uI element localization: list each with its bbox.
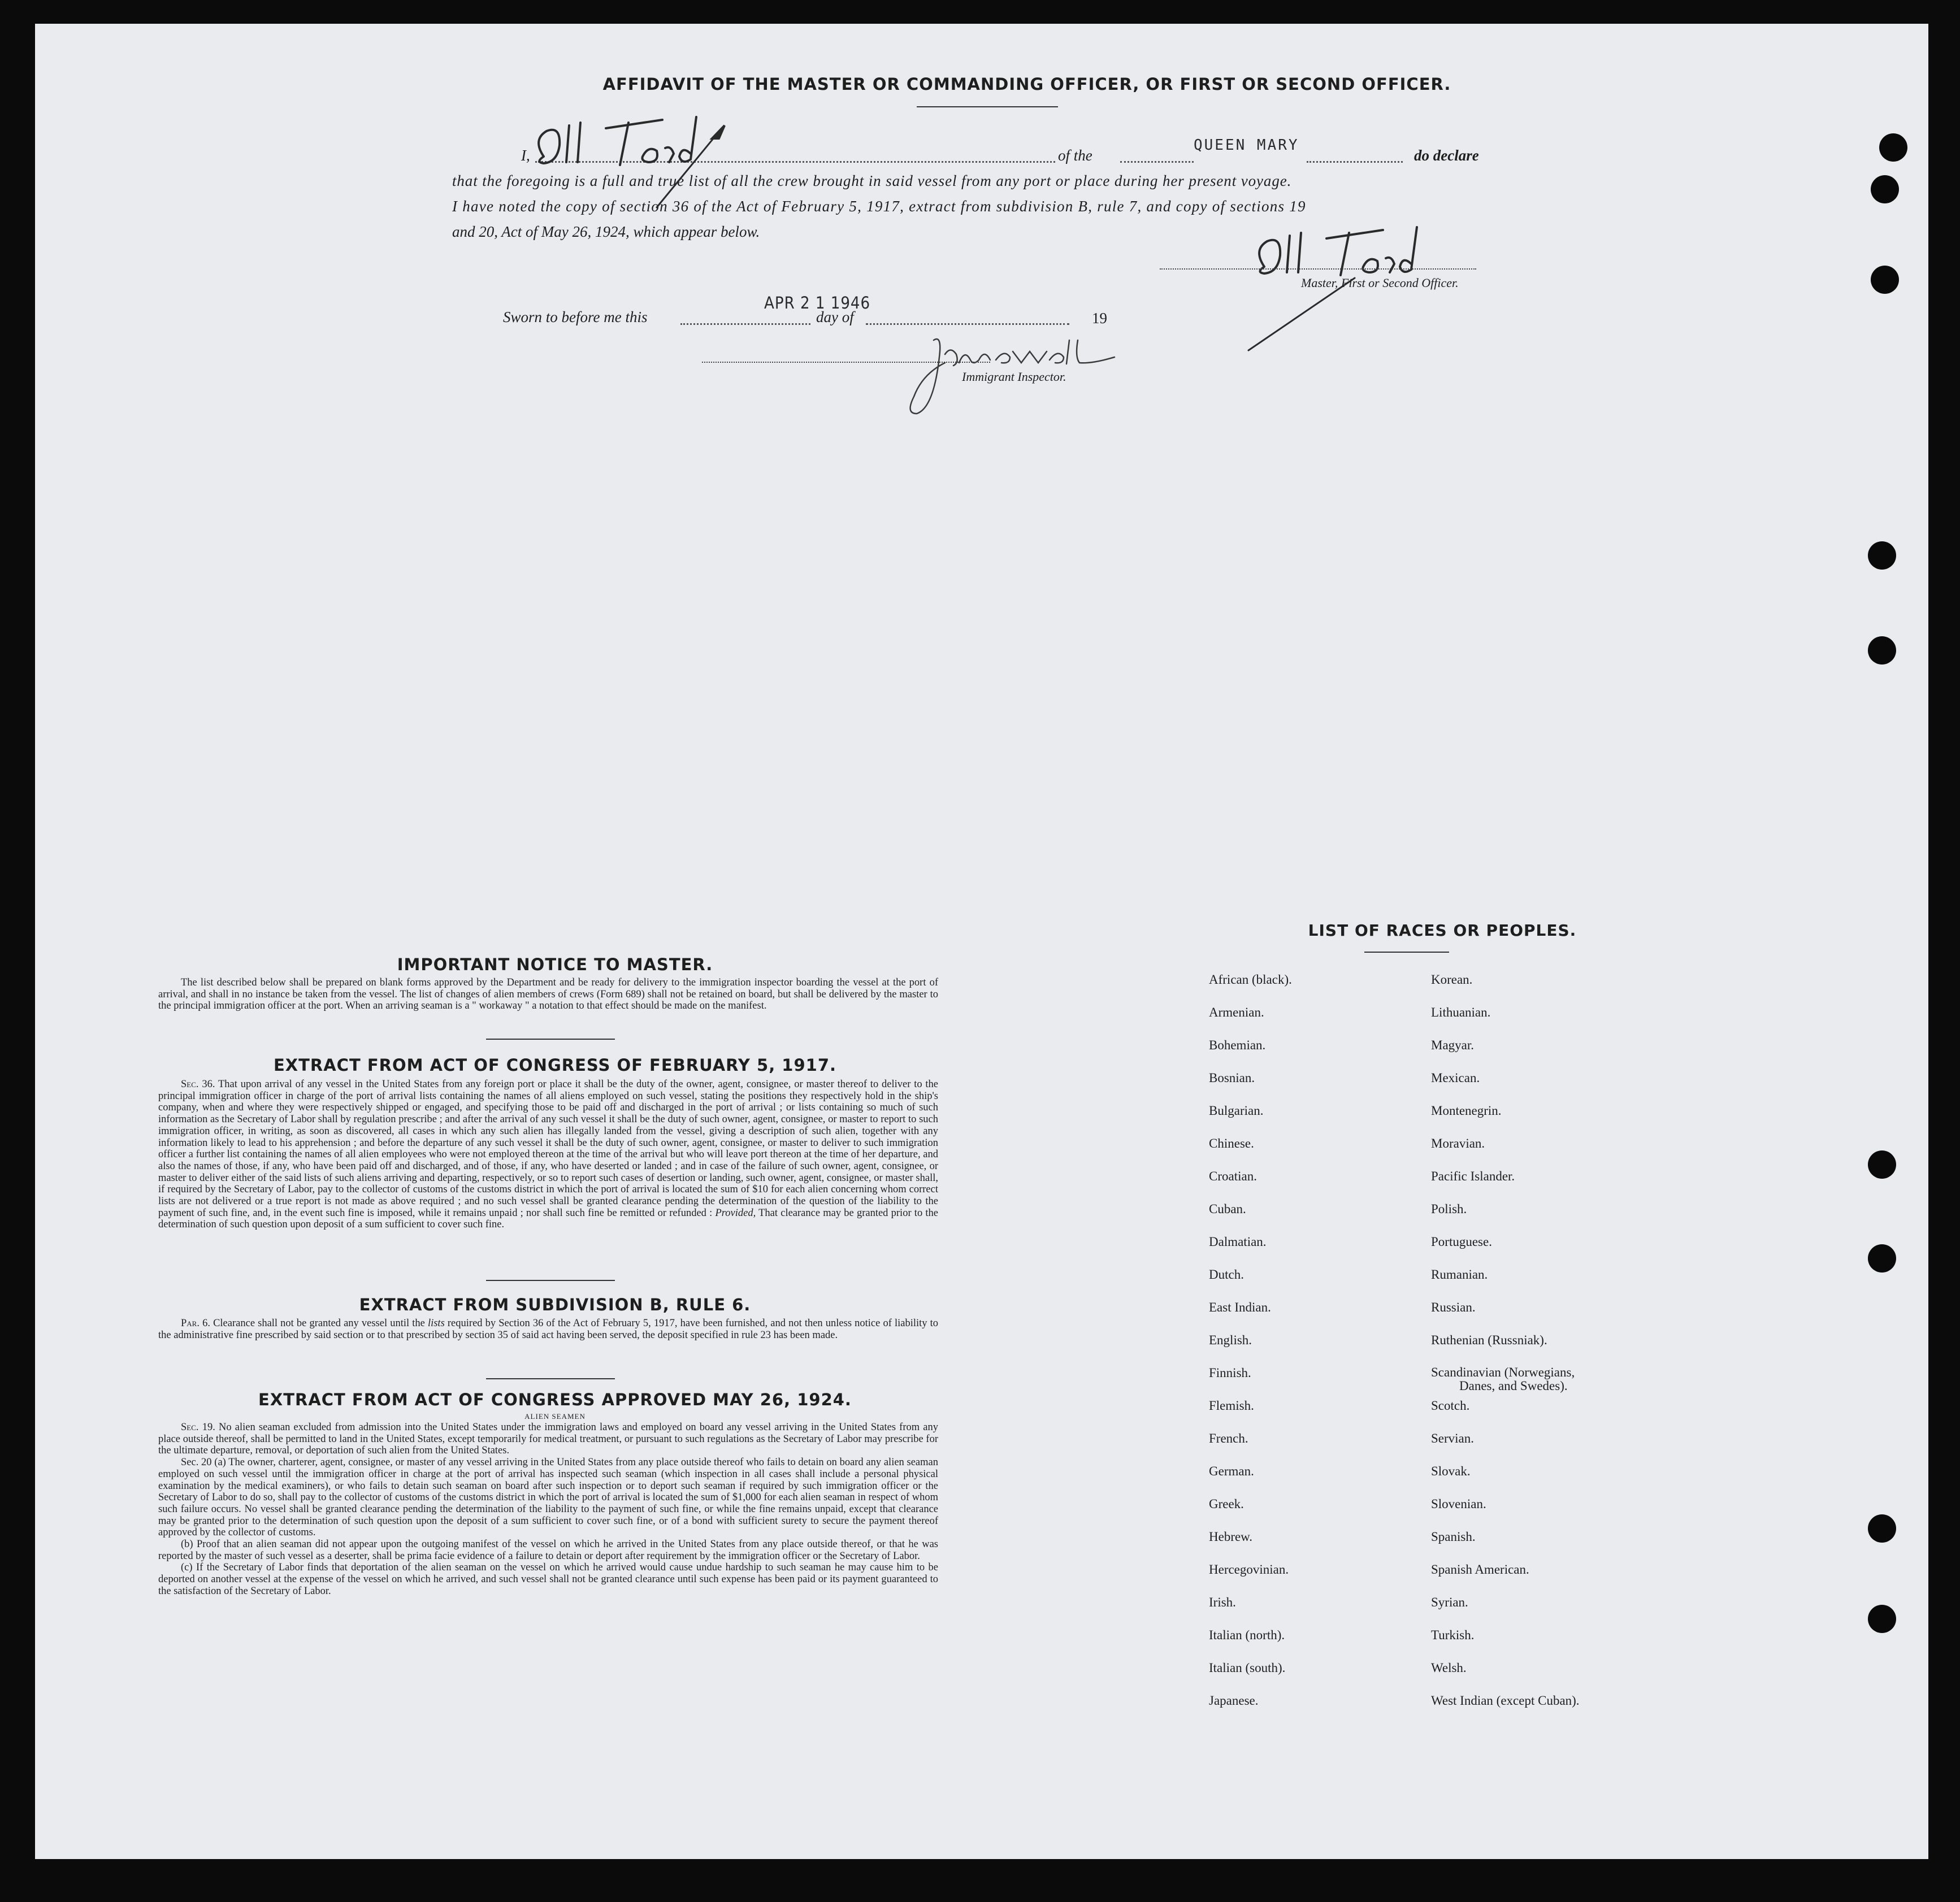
race-right-19: Syrian. xyxy=(1431,1595,1468,1609)
affidavit-i-label: I, xyxy=(521,147,530,164)
race-left-9: Dutch. xyxy=(1209,1267,1244,1282)
inspector-label: Immigrant Inspector. xyxy=(962,370,1066,384)
sworn-label: Sworn to before me this xyxy=(503,309,648,325)
sec-36-label: Sec. 36. xyxy=(181,1079,215,1090)
extract-1917-text xyxy=(158,1079,938,1231)
punch-hole xyxy=(1868,1514,1896,1543)
race-right-9: Rumanian. xyxy=(1431,1267,1488,1282)
sworn-date-stamp: APR 2 1 1946 xyxy=(764,293,871,312)
race-right-12-line1: Scandinavian (Norwegians, xyxy=(1431,1365,1575,1379)
document-page xyxy=(35,24,1928,1859)
race-left-15: German. xyxy=(1209,1464,1254,1478)
race-right-2: Magyar. xyxy=(1431,1038,1475,1052)
lists-label: lists xyxy=(427,1318,445,1329)
race-right-15: Slovak. xyxy=(1431,1464,1471,1478)
extract-1917-title: EXTRACT FROM ACT OF CONGRESS OF FEBRUARY 5, 1917. xyxy=(273,1056,837,1075)
affidavit-title-rule xyxy=(917,106,1058,107)
race-left-17: Hebrew. xyxy=(1209,1530,1253,1544)
day-of-label: day of xyxy=(816,309,854,325)
punch-hole xyxy=(1871,175,1899,203)
race-left-1: Armenian. xyxy=(1209,1005,1264,1019)
race-left-11: English. xyxy=(1209,1333,1252,1347)
race-right-10: Russian. xyxy=(1431,1300,1476,1314)
race-right-17: Spanish. xyxy=(1431,1530,1476,1544)
notice-text xyxy=(158,977,938,1012)
extract-rule6-divider xyxy=(486,1378,615,1379)
race-left-4: Bulgarian. xyxy=(1209,1104,1264,1118)
punch-hole xyxy=(1879,133,1907,162)
notice-title: IMPORTANT NOTICE TO MASTER. xyxy=(397,955,713,974)
race-left-14: French. xyxy=(1209,1431,1248,1445)
par-6-text-a: Clearance shall not be granted any vessel until the xyxy=(213,1318,425,1329)
race-right-13: Scotch. xyxy=(1431,1399,1470,1413)
race-left-16: Greek. xyxy=(1209,1497,1244,1511)
sworn-day-line xyxy=(680,323,810,325)
race-left-6: Croatian. xyxy=(1209,1169,1257,1183)
race-right-8: Portuguese. xyxy=(1431,1235,1492,1249)
extract-rule6-text xyxy=(158,1318,938,1341)
sec-20b-label: (b) xyxy=(181,1539,193,1551)
signer-signature-1 xyxy=(521,106,758,219)
race-right-7: Polish. xyxy=(1431,1202,1467,1216)
affidavit-title: AFFIDAVIT OF THE MASTER OR COMMANDING OFFICER, OR FIRST OR SECOND OFFICER. xyxy=(602,75,1451,94)
race-left-10: East Indian. xyxy=(1209,1300,1271,1314)
extract-1917-divider xyxy=(486,1280,615,1281)
notice-divider xyxy=(486,1039,615,1040)
race-left-19: Irish. xyxy=(1209,1595,1236,1609)
race-left-3: Bosnian. xyxy=(1209,1071,1255,1085)
punch-hole xyxy=(1871,266,1899,294)
vessel-name-line-right xyxy=(1307,161,1403,163)
extract-rule6-title: EXTRACT FROM SUBDIVISION B, RULE 6. xyxy=(359,1295,751,1314)
inspector-signature-line xyxy=(702,362,990,363)
affidavit-line-3: I have noted the copy of section 36 of the Act of February 5, 1917, extract from subdivision B, rule 7, and copy of sections 19 xyxy=(452,198,1306,215)
race-right-12 xyxy=(1431,1366,1575,1393)
race-right-6: Pacific Islander. xyxy=(1431,1169,1515,1183)
proviso-label: Provided, xyxy=(715,1207,756,1219)
race-right-4: Montenegrin. xyxy=(1431,1104,1502,1118)
race-right-21: Welsh. xyxy=(1431,1661,1467,1675)
race-right-3: Mexican. xyxy=(1431,1071,1480,1085)
notice-paragraph: The list described below shall be prepared on blank forms approved by the Department and be ready for delivery to the immigration inspector boarding the vessel at the port of arrival, and shall in no instance be taken from the vessel. The list of changes of alien members of crews (Form 689) shall not be retained on board, but shall be delivered by the master to the principal immigration officer at the port. When an arriving seaman is a " workaway " a notation to that effect should be made on the manifest. xyxy=(158,977,938,1012)
race-right-14: Servian. xyxy=(1431,1431,1475,1445)
sec-20c-text: If the Secretary of Labor finds that deportation of the alien seaman on the vessel on which he arrived would cause undue hardship to such seaman he may cause him to be deported on another vessel at the expense of the vessel on which he arrived, and such vessel shall not be granted clearance until such expense has been paid or its payment guaranteed to the satisfaction of the Secretary of Labor. xyxy=(158,1562,938,1597)
race-left-0: African (black). xyxy=(1209,972,1292,987)
race-left-12: Finnish. xyxy=(1209,1366,1251,1380)
sec-20a-text: The owner, charterer, agent, consignee, or master of any vessel arriving in the United States from any place outside thereof who fails to detain on board any alien seaman employed on such vessel until the immigration officer in charge at the port of arrival has inspected such seaman (which inspection in all cases shall include a personal physical examination by the medical examiners), or who fails to detain such seaman on board after such inspection or to deport such seaman if required by such immigration officer or the Secretary of Labor to do so, shall pay to the collector of customs of the customs district in which the port of arrival is located the sum of $1,000 for each alien seaman in respect of whom such failure occurs. No vessel shall be granted clearance pending the determination of the liability to the payment of such fine, or while the fine remains unpaid, except that clearance may be granted prior to the determination of such question upon the deposit of a sum sufficient to cover such fine, or of a bond with sufficient surety to secure the payment thereof approved by the collector of customs. xyxy=(158,1457,938,1539)
sec-20a-label: Sec. 20 (a) xyxy=(181,1457,226,1469)
race-left-2: Bohemian. xyxy=(1209,1038,1266,1052)
sec-19-label: Sec. 19. xyxy=(181,1422,215,1433)
officer-signature-line xyxy=(1160,268,1476,270)
race-left-20: Italian (north). xyxy=(1209,1628,1285,1642)
race-left-8: Dalmatian. xyxy=(1209,1235,1267,1249)
year-label: 19 xyxy=(1092,310,1107,327)
race-right-16: Slovenian. xyxy=(1431,1497,1486,1511)
sec-36-text: That upon arrival of any vessel in the United States from any foreign port or place it shall be the duty of the owner, agent, consignee, or master thereof to deliver to the principal immigration officer in charge of the port of arrival lists containing the names of all aliens employed on such vessel, stating the positions they respectively hold in the ship's company, when and where they were respectively shipped or engaged, and specifying those to be paid off and discharged in the port of arrival ; or lists containing so much of such information as the Secretary of Labor shall by regulation prescribe ; and after the arrival of any such vessel it shall be the duty of such owner, agent, consignee, or master to report to such immigration officer, in writing, as soon as discovered, all cases in which any such alien has illegally landed from the vessel, giving a description of such alien, together with any information likely to lead to his apprehension ; and before the departure of any such vessel it shall be the duty of such owner, agent, consignee, or master to deliver to such immigration officer a further list containing the names of all alien employees who were not employed thereon at the time of the arrival but who will leave port thereon at the time of her departure, and also the names of those, if any, who have been paid off and discharged, and of those, if any, who have deserted or landed ; and in case of the failure of such owner, agent, consignee, or master to deliver either of the said lists of such aliens arriving and departing, respectively, or so to report such cases of desertion or landing, such owner, agent, consignee, or master shall, if required by the Secretary of Labor, pay to the collector of customs of the customs district in which the port of arrival is located the sum of $10 for each alien concerning whom correct lists are not delivered or a true report is not made as above required ; and no such vessel shall be granted clearance pending the determination of the question of the liability to the payment of such fine, and, in the event such fine is imposed, while it remains unpaid ; nor shall such fine be remitted or refunded : xyxy=(158,1079,939,1219)
punch-hole xyxy=(1868,1605,1896,1633)
race-right-20: Turkish. xyxy=(1431,1628,1475,1642)
race-left-7: Cuban. xyxy=(1209,1202,1246,1216)
races-divider xyxy=(1364,952,1449,953)
race-right-11: Ruthenian (Russniak). xyxy=(1431,1333,1547,1347)
officer-label: Master, First or Second Officer. xyxy=(1301,276,1459,290)
sec-19-text: No alien seaman excluded from admission into the United States under the immigration laws and employed on board any vessel arriving in the United States from any place outside thereof, shall be permitted to land in the United States, except temporarily for medical treatment, or pursuant to such regulations as the Secretary of Labor may prescribe for the ultimate departure, removal, or deportation of such alien from the United States. xyxy=(158,1422,939,1457)
races-title: LIST OF RACES OR PEOPLES. xyxy=(1308,921,1577,940)
punch-hole xyxy=(1868,1244,1896,1273)
vessel-name: QUEEN MARY xyxy=(1194,137,1299,154)
race-right-22: West Indian (except Cuban). xyxy=(1431,1693,1580,1708)
vessel-name-line-left xyxy=(1120,161,1194,163)
par-6-label: Par. 6. xyxy=(181,1318,210,1329)
race-left-18: Hercegovinian. xyxy=(1209,1562,1289,1577)
affidavit-of-the-label: of the xyxy=(1058,147,1092,164)
race-right-18: Spanish American. xyxy=(1431,1562,1529,1577)
affidavit-line-4: and 20, Act of May 26, 1924, which appear below. xyxy=(452,223,760,240)
par-6-text-b: required by Section 36 of the Act of February 5, 1917, have been furnished, and not then unless notice of liability to the administrative fine prescribed by said section or to that prescribed by section 35 of said act having been served, the deposit specified in rule 23 has been made. xyxy=(158,1318,939,1341)
extract-1924-text xyxy=(158,1422,938,1597)
punch-hole xyxy=(1868,1150,1896,1179)
race-right-1: Lithuanian. xyxy=(1431,1005,1491,1019)
punch-hole xyxy=(1868,541,1896,570)
race-right-0: Korean. xyxy=(1431,972,1473,987)
race-right-12-line2: Danes, and Swedes). xyxy=(1459,1379,1568,1393)
extract-1924-title: EXTRACT FROM ACT OF CONGRESS APPROVED MAY 26, 1924. xyxy=(258,1390,852,1409)
affidavit-line-2: that the foregoing is a full and true list of all the crew brought in said vessel from any port or place during her present voyage. xyxy=(452,172,1292,189)
sworn-month-line xyxy=(866,323,1069,325)
proviso-text: That clearance may be granted prior to the determination of such question upon deposit of a sum sufficient to cover such fine. xyxy=(158,1207,938,1231)
sec-20c-label: (c) xyxy=(181,1562,193,1574)
alien-seamen-subtitle: ALIEN SEAMEN xyxy=(524,1412,586,1421)
race-left-5: Chinese. xyxy=(1209,1136,1254,1150)
punch-hole xyxy=(1868,636,1896,665)
race-left-21: Italian (south). xyxy=(1209,1661,1286,1675)
race-right-5: Moravian. xyxy=(1431,1136,1485,1150)
race-left-22: Japanese. xyxy=(1209,1693,1259,1708)
affidavit-do-declare-label: do declare xyxy=(1414,147,1479,164)
race-left-13: Flemish. xyxy=(1209,1399,1254,1413)
sec-20b-text: Proof that an alien seaman did not appear upon the outgoing manifest of the vessel on which he arrived in the United States from any place outside thereof, or that he was reported by the master of such vessel as a deserter, shall be prima facie evidence of a failure to detain or deport after requirement by the immigration officer or the Secretary of Labor. xyxy=(158,1539,939,1562)
